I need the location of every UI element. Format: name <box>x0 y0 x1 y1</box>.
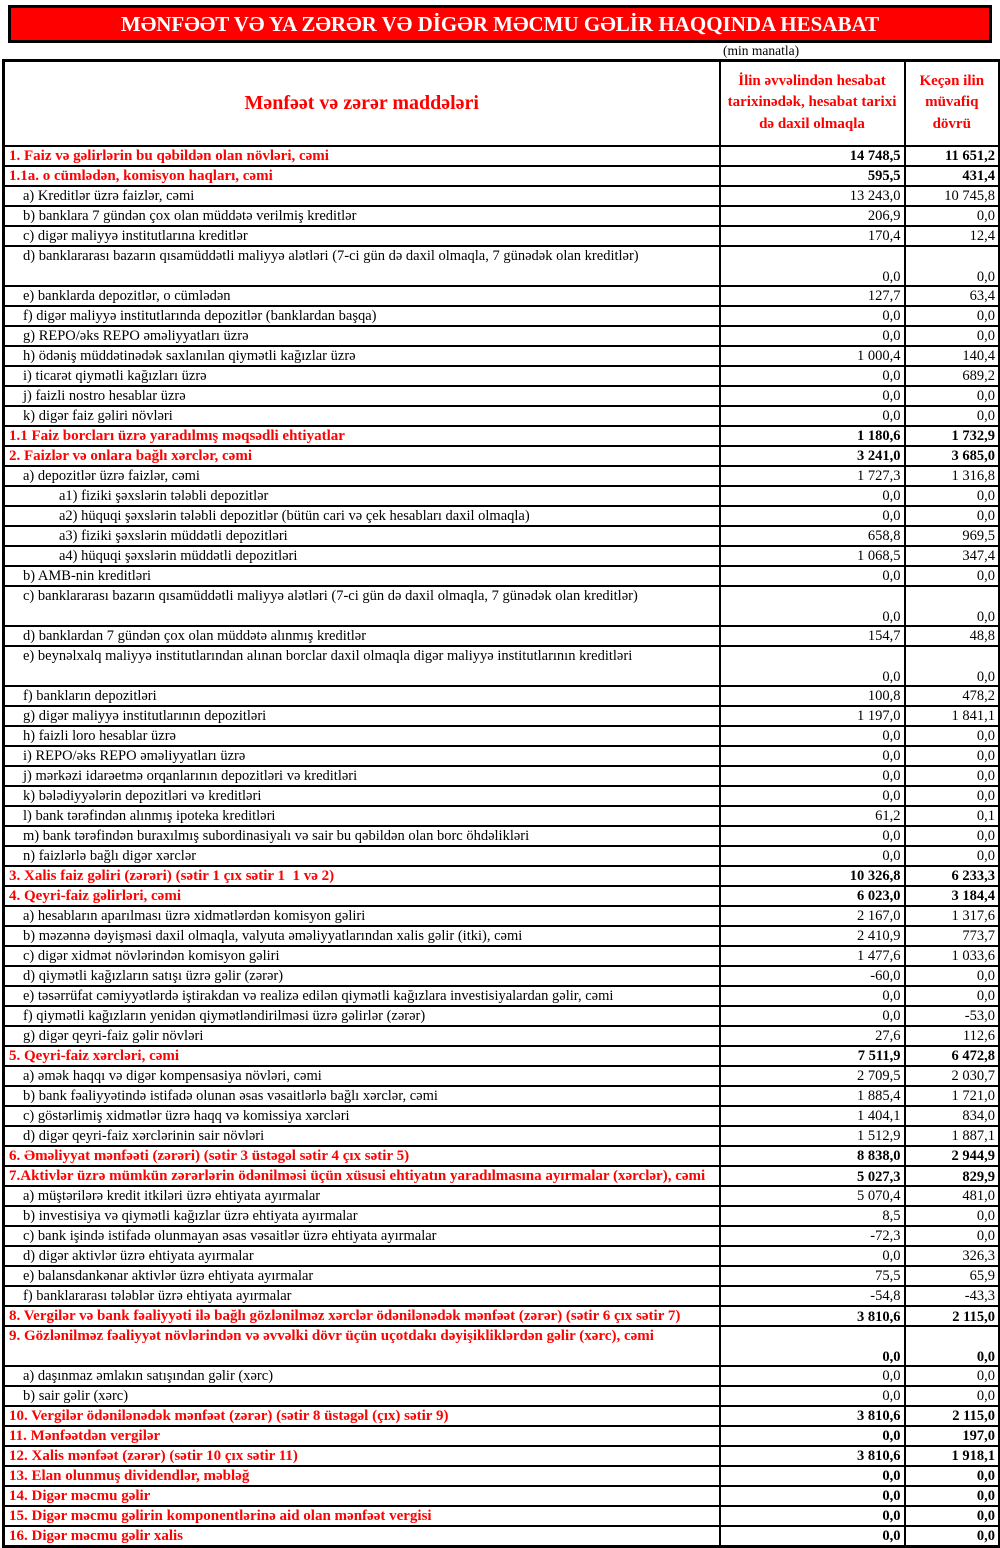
row-label: a) əmək haqqı və digər kompensasiya növləri, cəmi <box>4 1066 720 1086</box>
table-row <box>4 846 1000 866</box>
table-row <box>4 1046 1000 1066</box>
row-label: 14. Digər məcmu gəlir <box>4 1486 720 1506</box>
value-current-period: 2 709,5 <box>720 1066 905 1086</box>
value-current-period: 0,0 <box>720 766 905 786</box>
value-current-period: 0,0 <box>720 1386 905 1406</box>
value-current-period: 0,0 <box>720 306 905 326</box>
row-label: f) digər maliyyə institutlarında depozitlər (banklardan başqa) <box>4 306 720 326</box>
header-row <box>4 61 1000 146</box>
value-current-period: 3 810,6 <box>720 1406 905 1426</box>
row-label: f) banklararası tələblər üzrə ehtiyata ayırmalar <box>4 1286 720 1306</box>
value-previous-period: 140,4 <box>905 346 1000 366</box>
row-label: a) depozitlər üzrə faizlər, cəmi <box>4 466 720 486</box>
row-label: a2) hüquqi şəxslərin tələbli depozitlər (bütün cari və çek hesabları daxil olmaqla) <box>4 506 720 526</box>
report-title-banner: MƏNFƏƏT VƏ YA ZƏRƏR VƏ DİGƏR MƏCMU GƏLİR HAQQINDA HESABAT <box>8 5 992 43</box>
value-previous-period: 1 317,6 <box>905 906 1000 926</box>
table-row <box>4 1306 1000 1326</box>
row-label: c) digər maliyyə institutlarına kreditlər <box>4 226 720 246</box>
row-label: a) daşınmaz əmlakın satışından gəlir (xərc) <box>4 1366 720 1386</box>
value-previous-period: 10 745,8 <box>905 186 1000 206</box>
table-row <box>4 1386 1000 1406</box>
row-label: a) müştərilərə kredit itkiləri üzrə ehtiyata ayırmalar <box>4 1186 720 1206</box>
value-previous-period: 0,0 <box>905 646 1000 686</box>
value-current-period: 1 197,0 <box>720 706 905 726</box>
table-row <box>4 1106 1000 1126</box>
table-row <box>4 646 1000 686</box>
value-previous-period: 3 184,4 <box>905 886 1000 906</box>
column-header-items: Mənfəət və zərər maddələri <box>4 61 720 146</box>
value-previous-period: 481,0 <box>905 1186 1000 1206</box>
value-previous-period: 0,0 <box>905 1206 1000 1226</box>
table-row <box>4 1246 1000 1266</box>
value-current-period: 0,0 <box>720 1006 905 1026</box>
table-row <box>4 966 1000 986</box>
value-previous-period: 0,0 <box>905 766 1000 786</box>
value-previous-period: 2 115,0 <box>905 1406 1000 1426</box>
value-current-period: 0,0 <box>720 246 905 286</box>
table-row <box>4 786 1000 806</box>
row-label: a3) fiziki şəxslərin müddətli depozitləri <box>4 526 720 546</box>
row-label: d) digər qeyri-faiz xərclərinin sair növləri <box>4 1126 720 1146</box>
value-current-period: 8,5 <box>720 1206 905 1226</box>
value-previous-period: 197,0 <box>905 1426 1000 1446</box>
value-previous-period: 0,0 <box>905 306 1000 326</box>
value-previous-period: 0,0 <box>905 566 1000 586</box>
table-row <box>4 366 1000 386</box>
table-row <box>4 206 1000 226</box>
value-previous-period: 0,0 <box>905 1386 1000 1406</box>
value-current-period: 0,0 <box>720 506 905 526</box>
table-row <box>4 1506 1000 1526</box>
value-previous-period: 1 732,9 <box>905 426 1000 446</box>
row-label: g) digər maliyyə institutlarının depozitləri <box>4 706 720 726</box>
row-label: 9. Gözlənilməz fəaliyyət növlərindən və əvvəlki dövr üçün uçotdakı dəyişikliklərdən gəlir (xərc), cəmi <box>4 1326 720 1366</box>
table-row <box>4 1006 1000 1026</box>
row-label: e) təsərrüfat cəmiyyətlərdə iştirakdan və realizə edilən qiymətli kağızlara investisiyalardan gəlir, cəmi <box>4 986 720 1006</box>
row-label: 11. Mənfəətdən vergilər <box>4 1426 720 1446</box>
table-row <box>4 406 1000 426</box>
table-row <box>4 446 1000 466</box>
value-previous-period: 0,0 <box>905 206 1000 226</box>
row-label: 3. Xalis faiz gəliri (zərəri) (sətir 1 çıx sətir 1 1 və 2) <box>4 866 720 886</box>
table-row <box>4 386 1000 406</box>
value-previous-period: 347,4 <box>905 546 1000 566</box>
row-label: c) göstərlimiş xidmətlər üzrə haqq və komissiya xərcləri <box>4 1106 720 1126</box>
value-current-period: 0,0 <box>720 646 905 686</box>
row-label: f) qiymətli kağızların yenidən qiymətləndirilməsi üzrə gəlirlər (zərər) <box>4 1006 720 1026</box>
table-row <box>4 686 1000 706</box>
table-row <box>4 946 1000 966</box>
value-current-period: 3 241,0 <box>720 446 905 466</box>
table-row <box>4 746 1000 766</box>
value-previous-period: 63,4 <box>905 286 1000 306</box>
value-previous-period: 1 033,6 <box>905 946 1000 966</box>
table-row <box>4 886 1000 906</box>
table-row <box>4 1026 1000 1046</box>
value-current-period: 10 326,8 <box>720 866 905 886</box>
value-previous-period: 2 944,9 <box>905 1146 1000 1166</box>
value-current-period: 206,9 <box>720 206 905 226</box>
value-previous-period: 112,6 <box>905 1026 1000 1046</box>
value-previous-period: 0,0 <box>905 386 1000 406</box>
table-row <box>4 1286 1000 1306</box>
value-current-period: 1 885,4 <box>720 1086 905 1106</box>
value-previous-period: 0,0 <box>905 1486 1000 1506</box>
value-previous-period: 2 030,7 <box>905 1066 1000 1086</box>
value-current-period: 3 810,6 <box>720 1446 905 1466</box>
units-note: (min manatla) <box>723 43 800 58</box>
value-current-period: 1 180,6 <box>720 426 905 446</box>
value-current-period: -72,3 <box>720 1226 905 1246</box>
row-label: b) banklara 7 gündən çox olan müddətə verilmiş kreditlər <box>4 206 720 226</box>
value-previous-period: 0,0 <box>905 1326 1000 1366</box>
row-label: g) REPO/əks REPO əməliyyatları üzrə <box>4 326 720 346</box>
value-previous-period: 0,0 <box>905 1526 1000 1547</box>
value-previous-period: 1 887,1 <box>905 1126 1000 1146</box>
column-header-previous-period: Keçən ilin müvafiq dövrü <box>905 61 1000 146</box>
row-label: d) banklararası bazarın qısamüddətli maliyyə alətləri (7-ci gün də daxil olmaqla, 7 günədək olan kreditlər) <box>4 246 720 286</box>
value-current-period: 0,0 <box>720 1426 905 1446</box>
value-current-period: 100,8 <box>720 686 905 706</box>
table-row <box>4 286 1000 306</box>
value-current-period: 2 167,0 <box>720 906 905 926</box>
value-previous-period: 0,0 <box>905 326 1000 346</box>
table-row <box>4 1486 1000 1506</box>
row-label: 13. Elan olunmuş dividendlər, məbləğ <box>4 1466 720 1486</box>
row-label: d) qiymətli kağızların satışı üzrə gəlir (zərər) <box>4 966 720 986</box>
table-row <box>4 1406 1000 1426</box>
value-previous-period: 0,0 <box>905 986 1000 1006</box>
value-current-period: 0,0 <box>720 1486 905 1506</box>
row-label: i) REPO/əks REPO əməliyyatları üzrə <box>4 746 720 766</box>
value-current-period: 0,0 <box>720 486 905 506</box>
row-label: j) mərkəzi idarəetmə orqanlarının depozitləri və kreditləri <box>4 766 720 786</box>
table-row <box>4 1466 1000 1486</box>
value-current-period: 2 410,9 <box>720 926 905 946</box>
value-previous-period: -43,3 <box>905 1286 1000 1306</box>
row-label: 6. Əməliyyat mənfəəti (zərəri) (sətir 3 üstəgəl sətir 4 çıx sətir 5) <box>4 1146 720 1166</box>
row-label: g) digər qeyri-faiz gəlir növləri <box>4 1026 720 1046</box>
table-row <box>4 1426 1000 1446</box>
value-previous-period: 689,2 <box>905 366 1000 386</box>
value-previous-period: 1 841,1 <box>905 706 1000 726</box>
table-row <box>4 466 1000 486</box>
table-row <box>4 1226 1000 1246</box>
table-row <box>4 326 1000 346</box>
value-previous-period: 431,4 <box>905 166 1000 186</box>
table-row <box>4 826 1000 846</box>
table-row <box>4 806 1000 826</box>
value-current-period: 0,0 <box>720 566 905 586</box>
value-previous-period: 326,3 <box>905 1246 1000 1266</box>
table-row <box>4 726 1000 746</box>
table-row <box>4 1186 1000 1206</box>
row-label: 15. Digər məcmu gəlirin komponentlərinə aid olan mənfəət vergisi <box>4 1506 720 1526</box>
table-row <box>4 166 1000 186</box>
table-row <box>4 1446 1000 1466</box>
table-row <box>4 906 1000 926</box>
value-previous-period: 0,0 <box>905 746 1000 766</box>
value-current-period: 75,5 <box>720 1266 905 1286</box>
table-row <box>4 1126 1000 1146</box>
row-label: 8. Vergilər və bank fəaliyyəti ilə bağlı gözlənilməz xərclər ödənilənədək mənfəət (zərər) (sətir 6 çıx sətir 7) <box>4 1306 720 1326</box>
value-current-period: 1 404,1 <box>720 1106 905 1126</box>
row-label: c) digər xidmət növlərindən komisyon gəliri <box>4 946 720 966</box>
value-current-period: 0,0 <box>720 746 905 766</box>
value-previous-period: 478,2 <box>905 686 1000 706</box>
value-current-period: 3 810,6 <box>720 1306 905 1326</box>
value-previous-period: 0,0 <box>905 1226 1000 1246</box>
row-label: a4) hüquqi şəxslərin müddətli depozitləri <box>4 546 720 566</box>
profit-loss-table <box>2 59 1000 1548</box>
row-label: h) faizli loro hesablar üzrə <box>4 726 720 746</box>
row-label: 5. Qeyri-faiz xərcləri, cəmi <box>4 1046 720 1066</box>
table-row <box>4 246 1000 286</box>
value-previous-period: 1 316,8 <box>905 466 1000 486</box>
row-label: h) ödəniş müddətinədək saxlanılan qiymətli kağızlar üzrə <box>4 346 720 366</box>
row-label: 7.Aktivlər üzrə mümkün zərərlərin ödənilməsi üçün xüsusi ehtiyatın yaradılmasına ayırmalar (xərclər), cəmi <box>4 1166 720 1186</box>
value-previous-period: 0,0 <box>905 726 1000 746</box>
value-current-period: -54,8 <box>720 1286 905 1306</box>
row-label: e) banklarda depozitlər, o cümlədən <box>4 286 720 306</box>
value-previous-period: 0,0 <box>905 826 1000 846</box>
row-label: f) bankların depozitləri <box>4 686 720 706</box>
table-row <box>4 346 1000 366</box>
value-previous-period: 773,7 <box>905 926 1000 946</box>
table-row <box>4 866 1000 886</box>
row-label: m) bank tərəfindən buraxılmış subordinasiyalı və sair bu qəbildən olan borc öhdəlikləri <box>4 826 720 846</box>
value-previous-period: 0,0 <box>905 246 1000 286</box>
row-label: c) banklararası bazarın qısamüddətli maliyyə alətləri (7-ci gün də daxil olmaqla, 7 günədək olan kreditlər) <box>4 586 720 626</box>
value-previous-period: 829,9 <box>905 1166 1000 1186</box>
value-current-period: 170,4 <box>720 226 905 246</box>
value-current-period: 0,0 <box>720 826 905 846</box>
column-header-current-period: İlin əvvəlindən hesabat tarixinədək, hesabat tarixi də daxil olmaqla <box>720 61 905 146</box>
row-label: k) bələdiyyələrin depozitləri və kreditləri <box>4 786 720 806</box>
row-label: d) digər aktivlər üzrə ehtiyata ayırmalar <box>4 1246 720 1266</box>
value-previous-period: 969,5 <box>905 526 1000 546</box>
row-label: b) məzənnə dəyişməsi daxil olmaqla, valyuta əməliyyatlarından xalis gəlir (itki), cəmi <box>4 926 720 946</box>
value-previous-period: 6 472,8 <box>905 1046 1000 1066</box>
value-current-period: 0,0 <box>720 326 905 346</box>
row-label: e) balansdankənar aktivlər üzrə ehtiyata ayırmalar <box>4 1266 720 1286</box>
row-label: b) sair gəlir (xərc) <box>4 1386 720 1406</box>
row-label: k) digər faiz gəliri növləri <box>4 406 720 426</box>
row-label: a) Kreditlər üzrə faizlər, cəmi <box>4 186 720 206</box>
value-previous-period: 11 651,2 <box>905 146 1000 166</box>
table-row <box>4 1266 1000 1286</box>
value-previous-period: 6 233,3 <box>905 866 1000 886</box>
row-label: 1.1a. o cümlədən, komisyon haqları, cəmi <box>4 166 720 186</box>
value-current-period: 127,7 <box>720 286 905 306</box>
value-previous-period: 1 918,1 <box>905 1446 1000 1466</box>
table-row <box>4 486 1000 506</box>
value-current-period: 27,6 <box>720 1026 905 1046</box>
value-current-period: 0,0 <box>720 786 905 806</box>
value-current-period: 0,0 <box>720 1466 905 1486</box>
table-row <box>4 986 1000 1006</box>
value-current-period: 0,0 <box>720 986 905 1006</box>
table-row <box>4 186 1000 206</box>
value-previous-period: 0,0 <box>905 846 1000 866</box>
value-previous-period: 834,0 <box>905 1106 1000 1126</box>
value-current-period: 0,0 <box>720 1366 905 1386</box>
row-label: 1.1 Faiz borcları üzrə yaradılmış məqsədli ehtiyatlar <box>4 426 720 446</box>
value-previous-period: 3 685,0 <box>905 446 1000 466</box>
value-current-period: 0,0 <box>720 406 905 426</box>
value-previous-period: 65,9 <box>905 1266 1000 1286</box>
table-row <box>4 1066 1000 1086</box>
value-current-period: 5 070,4 <box>720 1186 905 1206</box>
row-label: b) AMB-nin kreditləri <box>4 566 720 586</box>
value-previous-period: 0,0 <box>905 586 1000 626</box>
value-current-period: 61,2 <box>720 806 905 826</box>
value-current-period: 7 511,9 <box>720 1046 905 1066</box>
row-label: 1. Faiz və gəlirlərin bu qəbildən olan növləri, cəmi <box>4 146 720 166</box>
table-row <box>4 1086 1000 1106</box>
table-row <box>4 306 1000 326</box>
row-label: 16. Digər məcmu gəlir xalis <box>4 1526 720 1547</box>
table-row <box>4 1366 1000 1386</box>
table-row <box>4 1166 1000 1186</box>
table-row <box>4 926 1000 946</box>
value-current-period: 1 000,4 <box>720 346 905 366</box>
table-row <box>4 546 1000 566</box>
table-row <box>4 586 1000 626</box>
table-row <box>4 146 1000 166</box>
table-row <box>4 566 1000 586</box>
table-row <box>4 626 1000 646</box>
table-header <box>4 61 1000 146</box>
table-row <box>4 766 1000 786</box>
value-current-period: -60,0 <box>720 966 905 986</box>
table-row <box>4 1206 1000 1226</box>
row-label: j) faizli nostro hesablar üzrə <box>4 386 720 406</box>
value-previous-period: 0,0 <box>905 1466 1000 1486</box>
value-current-period: 0,0 <box>720 846 905 866</box>
value-previous-period: 0,0 <box>905 966 1000 986</box>
value-current-period: 13 243,0 <box>720 186 905 206</box>
row-label: e) beynəlxalq maliyyə institutlarından alınan borclar daxil olmaqla digər maliyyə institutlarının kreditləri <box>4 646 720 686</box>
table-row <box>4 506 1000 526</box>
table-row <box>4 1146 1000 1166</box>
table-row <box>4 1326 1000 1366</box>
table-row <box>4 1526 1000 1547</box>
value-current-period: 658,8 <box>720 526 905 546</box>
value-current-period: 0,0 <box>720 726 905 746</box>
value-current-period: 154,7 <box>720 626 905 646</box>
value-previous-period: 0,1 <box>905 806 1000 826</box>
value-previous-period: 0,0 <box>905 406 1000 426</box>
value-current-period: 0,0 <box>720 1326 905 1366</box>
row-label: 2. Faizlər və onlara bağlı xərclər, cəmi <box>4 446 720 466</box>
row-label: n) faizlərlə bağlı digər xərclər <box>4 846 720 866</box>
value-current-period: 1 727,3 <box>720 466 905 486</box>
value-current-period: 0,0 <box>720 366 905 386</box>
value-current-period: 8 838,0 <box>720 1146 905 1166</box>
row-label: c) bank işində istifadə olunmayan əsas vəsaitlər üzrə ehtiyata ayırmalar <box>4 1226 720 1246</box>
value-previous-period: 0,0 <box>905 486 1000 506</box>
value-previous-period: 0,0 <box>905 1366 1000 1386</box>
row-label: a1) fiziki şəxslərin tələbli depozitlər <box>4 486 720 506</box>
table-row <box>4 426 1000 446</box>
row-label: d) banklardan 7 gündən çox olan müddətə alınmış kreditlər <box>4 626 720 646</box>
report-table-body <box>4 146 1000 1547</box>
row-label: 10. Vergilər ödənilənədək mənfəət (zərər) (sətir 8 üstəgəl (çıx) sətir 9) <box>4 1406 720 1426</box>
value-current-period: 1 068,5 <box>720 546 905 566</box>
value-current-period: 5 027,3 <box>720 1166 905 1186</box>
value-previous-period: 2 115,0 <box>905 1306 1000 1326</box>
row-label: b) bank fəaliyyətində istifadə olunan əsas vəsaitlərlə bağlı xərclər, cəmi <box>4 1086 720 1106</box>
value-current-period: 0,0 <box>720 1506 905 1526</box>
table-row <box>4 226 1000 246</box>
row-label: a) hesabların aparılması üzrə xidmətlərdən komisyon gəliri <box>4 906 720 926</box>
row-label: b) investisiya və qiymətli kağızlar üzrə ehtiyata ayırmalar <box>4 1206 720 1226</box>
row-label: l) bank tərəfindən alınmış ipoteka kreditləri <box>4 806 720 826</box>
value-previous-period: 12,4 <box>905 226 1000 246</box>
row-label: 4. Qeyri-faiz gəlirləri, cəmi <box>4 886 720 906</box>
value-current-period: 14 748,5 <box>720 146 905 166</box>
value-current-period: 0,0 <box>720 1246 905 1266</box>
value-previous-period: 0,0 <box>905 786 1000 806</box>
value-previous-period: 0,0 <box>905 1506 1000 1526</box>
value-current-period: 1 512,9 <box>720 1126 905 1146</box>
row-label: 12. Xalis mənfəət (zərər) (sətir 10 çıx sətir 11) <box>4 1446 720 1466</box>
value-current-period: 595,5 <box>720 166 905 186</box>
value-current-period: 0,0 <box>720 1526 905 1547</box>
value-current-period: 0,0 <box>720 586 905 626</box>
row-label: i) ticarət qiymətli kağızları üzrə <box>4 366 720 386</box>
value-current-period: 0,0 <box>720 386 905 406</box>
table-row <box>4 526 1000 546</box>
value-current-period: 6 023,0 <box>720 886 905 906</box>
table-row <box>4 706 1000 726</box>
value-current-period: 1 477,6 <box>720 946 905 966</box>
value-previous-period: -53,0 <box>905 1006 1000 1026</box>
value-previous-period: 48,8 <box>905 626 1000 646</box>
value-previous-period: 0,0 <box>905 506 1000 526</box>
value-previous-period: 1 721,0 <box>905 1086 1000 1106</box>
